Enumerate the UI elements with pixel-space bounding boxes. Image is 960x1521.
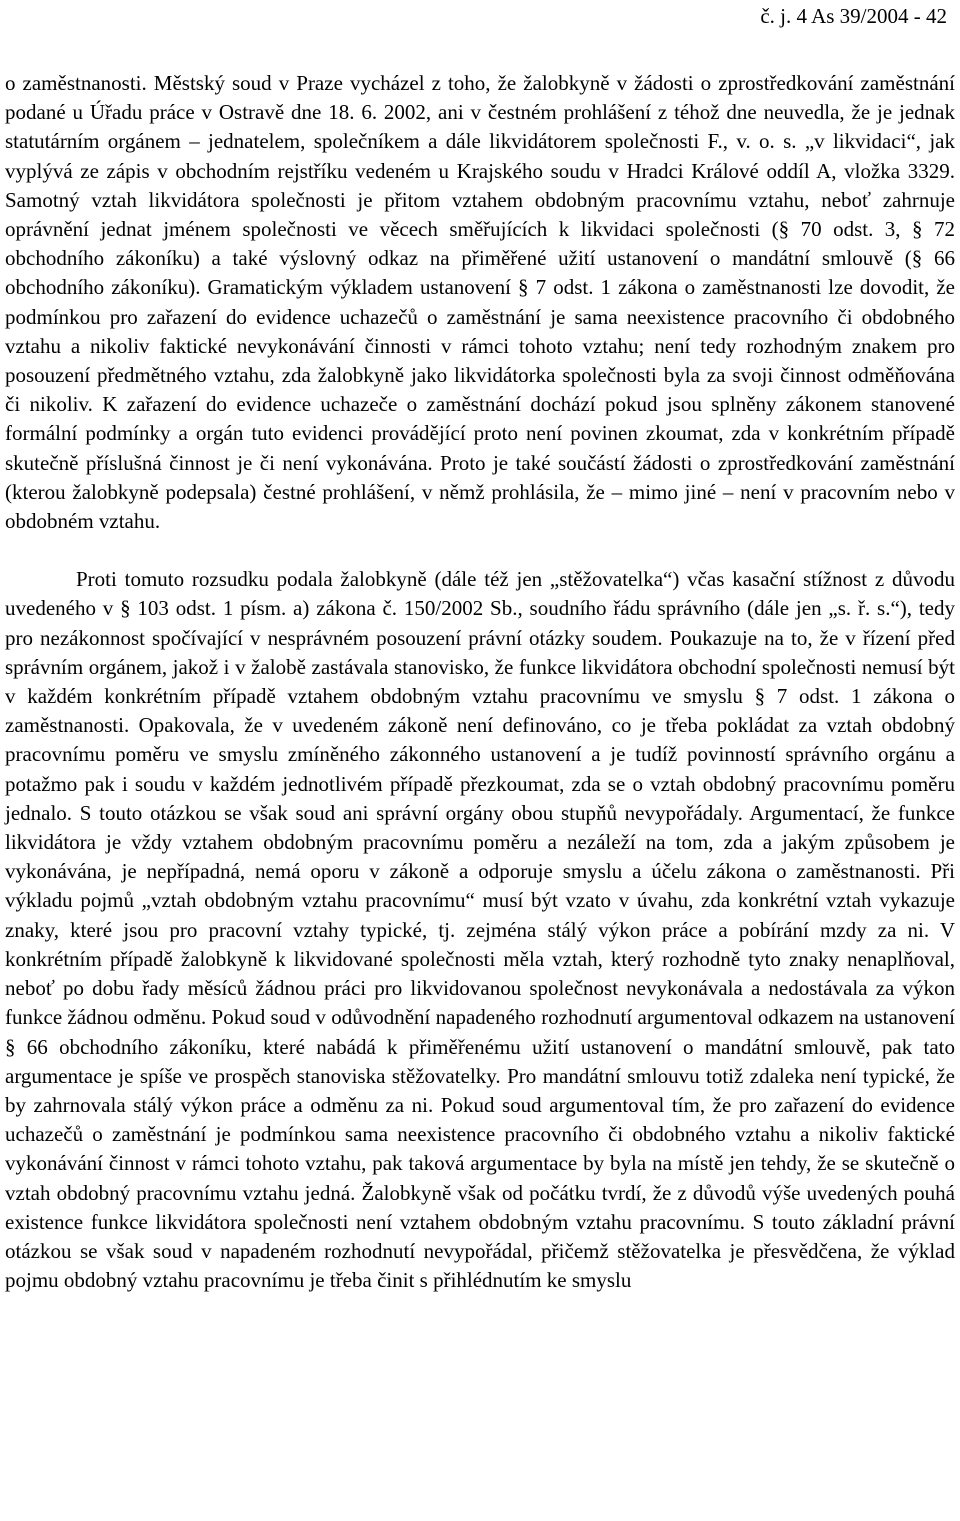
paragraph-cassation-complaint: Proti tomuto rozsudku podala žalobkyně (dále též jen „stěžovatelka“) včas kasační stížnost z důvodu uvedeného v § 103 odst. 1 písm. a) zákona č. 150/2002 Sb., soudního řádu správního (dále jen „s. ř. s.“), tedy pro nezákonnost spočívající v nesprávném posouzení právní otázky soudem. Poukazuje na to, že v řízení před správním orgánem, jakož i v žalobě zastávala stanovisko, že funkce likvidátora obchodní společnosti nemusí být v každém konkrétním případě vztahem obdobným vztahu pracovnímu ve smyslu § 7 odst. 1 zákona o zaměstnanosti. Opakovala, že v uvedeném zákoně není definováno, co je třeba pokládat za vztah obdobný pracovnímu poměru ve smyslu zmíněného zákonného ustanovení a je tudíž povinností správního orgánu a potažmo pak i soudu v každém jednotlivém případě přezkoumat, zda se o vztah obdobný pracovnímu poměru jednalo. S touto otázkou se však soud ani správní orgány obou stupňů nevypořádaly. Argumentací, že funkce likvidátora je vždy vztahem obdobným pracovnímu poměru a nezáleží na tom, zda a jakým způsobem je vykonávána, je nepřípadná, nemá oporu v zákoně a odporuje smyslu a účelu zákona o zaměstnanosti. Při výkladu pojmů „vztah obdobným vztahu pracovnímu“ musí být vzato v úvahu, zda konkrétní vztah vykazuje znaky, které jsou pro pracovní vztahy typické, tj. zejména stálý výkon práce a pobírání mzdy za ni. V konkrétním případě žalobkyně k likvidované společnosti měla vztah, který rozhodně tyto znaky nenaplňoval, neboť po dobu řady měsíců žádnou práci pro likvidovanou společnost nevykonávala a nedostávala za výkon funkce žádnou odměnu. Pokud soud v odůvodnění napadeného rozhodnutí argumentoval odkazem na ustanovení § 66 obchodního zákoníku, které nabádá k přiměřenému užití ustanovení o mandátní smlouvě, pak tato argumentace je spíše ve prospěch stanoviska stěžovatelky. Pro mandátní smlouvu totiž zdaleka není typické, že by zahrnovala stálý výkon práce a odměnu za ni. Pokud soud argumentoval tím, že pro zařazení do evidence uchazečů o zaměstnání je podmínkou sama neexistence pracovního či obdobného vztahu a nikoliv faktické vykonávání činnost v rámci tohoto vztahu, pak taková argumentace by byla na místě jen tehdy, že se skutečně o vztah obdobný pracovnímu vztahu jedná. Žalobkyně však od počátku tvrdí, že z důvodů výše uvedených pouhá existence funkce likvidátora společnosti není vztahem obdobným vztahu pracovnímu. S touto základní právní otázkou se však soud v napadeném rozhodnutí nevypořádal, přičemž stěžovatelka je přesvědčena, že výklad pojmu obdobný vztahu pracovnímu je třeba činit s přihlédnutím ke smyslu — [5, 567, 955, 1293]
paragraph-spacer — [5, 536, 955, 565]
paragraph-municipal-court-reasoning: o zaměstnanosti. Městský soud v Praze vycházel z toho, že žalobkyně v žádosti o zprostředkování zaměstnání podané u Úřadu práce v Ostravě dne 18. 6. 2002, ani v čestném prohlášení z téhož dne neuvedla, že je jednak statutárním orgánem – jednatelem, společníkem a dále likvidátorem společnosti F., v. o. s. „v likvidaci“, jak vyplývá ze zápis v obchodním rejstříku vedeném u Krajského soudu v Hradci Králové oddíl A, vložka 3329. Samotný vztah likvidátora společnosti je přitom vztahem obdobným pracovnímu vztahu, neboť zahrnuje oprávnění jednat jménem společnosti ve věcech směřujících k likvidaci společnosti (§ 70 odst. 3, § 72 obchodního zákoníku) a také výslovný odkaz na přiměřené užití ustanovení o mandátní smlouvě (§ 66 obchodního zákoníku). Gramatickým výkladem ustanovení § 7 odst. 1 zákona o zaměstnanosti lze dovodit, že podmínkou pro zařazení do evidence uchazečů o zaměstnání je sama neexistence pracovního či obdobného vztahu a nikoliv faktické nevykonávání činnosti v rámci tohoto vztahu; není tedy rozhodným znakem pro posouzení předmětného vztahu, zda žalobkyně jako likvidátorka společnosti byla za svoji činnost odměňována či nikoliv. K zařazení do evidence uchazeče o zaměstnání dochází pokud jsou splněny zákonem stanovené formální podmínky a orgán tuto evidenci provádějící proto není povinen zkoumat, zda v konkrétním případě skutečně příslušná činnost je či není vykonávána. Proto je také součástí žádosti o zprostředkování zaměstnání (kterou žalobkyně podepsala) čestné prohlášení, v němž prohlásila, že – mimo jiné – není v pracovním nebo v obdobném vztahu. — [5, 71, 955, 534]
document-body — [5, 69, 955, 1295]
case-number: č. j. 4 As 39/2004 - 42 — [760, 4, 947, 28]
